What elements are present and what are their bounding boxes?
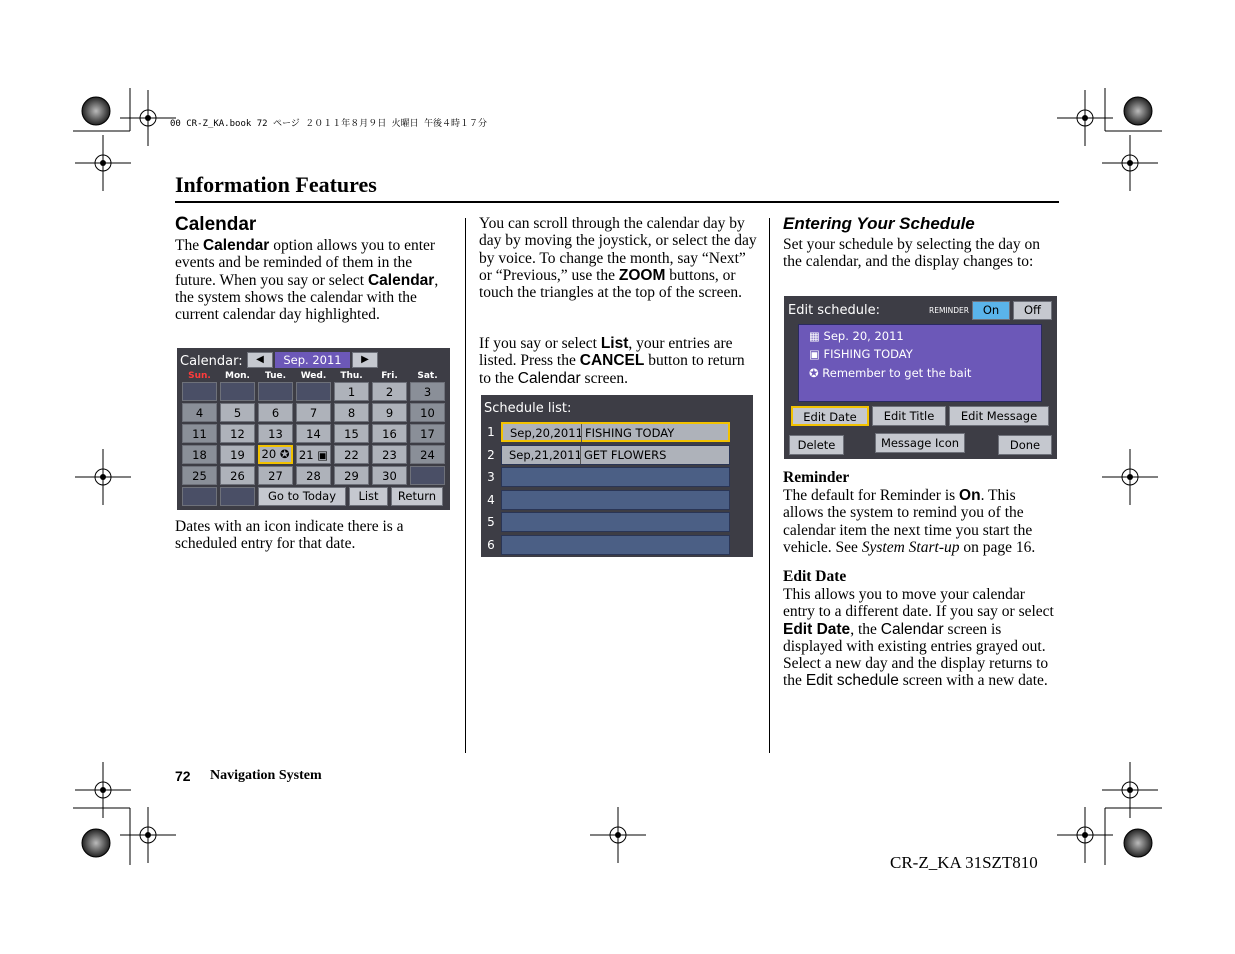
calendar-day-number: 8 [347, 406, 356, 420]
calendar-screen-title: Calendar: [180, 354, 243, 369]
calendar-day-cell[interactable] [334, 466, 369, 485]
calendar-day-cell[interactable] [182, 424, 217, 443]
calendar-day-number: 10 [420, 406, 435, 420]
calendar-day-cell[interactable] [296, 403, 331, 422]
title-icon: ▣ [809, 347, 824, 361]
schedule-row[interactable] [501, 445, 730, 465]
calendar-day-number: 1 [347, 385, 356, 399]
calendar-day-cell[interactable] [296, 445, 331, 464]
row-number: 2 [487, 447, 495, 462]
calendar-cell-empty [410, 466, 445, 485]
calendar-day-number: 21 [298, 448, 314, 462]
calendar-day-cell[interactable] [410, 403, 445, 422]
reminder-on-button[interactable]: On [972, 301, 1010, 320]
message-icon-button[interactable]: Message Icon [875, 433, 965, 453]
calendar-day-number: 25 [192, 469, 207, 483]
done-button[interactable]: Done [998, 435, 1052, 455]
star-icon: ✪ [809, 366, 823, 380]
delete-button[interactable]: Delete [789, 435, 844, 455]
date-line: ▦ Sep. 20, 2011 [809, 329, 904, 343]
row-number: 3 [487, 470, 495, 484]
calendar-day-cell[interactable] [372, 466, 407, 485]
print-header: 00 CR-Z_KA.book 72 ページ ２０１１年８月９日 火曜日 午後４時１７分 [170, 119, 488, 129]
day-header: Sun. [188, 371, 211, 381]
calendar-caption: Dates with an icon indicate there is a scheduled entry for that date. [175, 518, 404, 553]
edit-schedule-screen [784, 296, 1057, 459]
schedule-list-title: Schedule list: [484, 401, 572, 416]
row-number: 5 [487, 515, 495, 529]
page-number: 72 [175, 768, 191, 784]
scheduled-entry-icon: ▣ [313, 448, 329, 462]
schedule-row[interactable] [501, 422, 730, 442]
reminder-label: REMINDER [929, 306, 969, 315]
day-header: Wed. [300, 371, 327, 381]
calendar-day-cell[interactable] [182, 445, 217, 464]
calendar-day-number: 15 [344, 427, 359, 441]
reminder-heading: Reminder [783, 469, 850, 486]
go-to-today-button[interactable]: Go to Today [258, 487, 346, 506]
row-number: 6 [487, 537, 495, 552]
schedule-date: Sep,20,2011 [510, 426, 583, 440]
edit-schedule-title: Edit schedule: [788, 303, 880, 318]
schedule-title: GET FLOWERS [580, 446, 666, 464]
calendar-day-cell[interactable] [410, 382, 445, 401]
title-line: ▣ FISHING TODAY [809, 347, 913, 361]
footer-label: Navigation System [210, 768, 322, 783]
calendar-day-number: 28 [306, 469, 321, 483]
calendar-day-number: 11 [192, 427, 207, 441]
calendar-day-number: 9 [385, 406, 394, 420]
day-header: Sat. [417, 371, 438, 381]
scroll-paragraph: You can scroll through the calendar day by day by moving the joystick, or select the day by voice. To change the month, say “Next” or “Previous,” use the ZOOM buttons, or touch the triangles at the top of the screen. [479, 215, 757, 302]
calendar-day-cell[interactable] [334, 445, 369, 464]
calendar-day-cell[interactable] [372, 403, 407, 422]
calendar-day-cell[interactable] [410, 445, 445, 464]
reminder-paragraph: The default for Reminder is On. This allows the system to remind you of the calendar item the next time you start the vehicle. See System Start-up on page 16. [783, 487, 1036, 556]
reminder-off-button[interactable]: Off [1013, 301, 1052, 320]
entering-schedule-intro: Set your schedule by selecting the day on the calendar, and the display changes to: [783, 236, 1040, 271]
calendar-day-number: 12 [230, 427, 245, 441]
calendar-day-cell[interactable] [334, 403, 369, 422]
calendar-heading: Calendar [175, 214, 257, 235]
calendar-day-cell[interactable] [258, 424, 293, 443]
next-month-button[interactable]: ▶ [352, 352, 378, 368]
calendar-day-number: 22 [344, 448, 359, 462]
calendar-cell-empty [296, 382, 331, 401]
entering-schedule-heading: Entering Your Schedule [783, 214, 975, 233]
day-header: Fri. [381, 371, 398, 381]
calendar-day-cell[interactable] [220, 466, 255, 485]
day-header: Mon. [225, 371, 250, 381]
schedule-row[interactable] [501, 467, 730, 487]
calendar-day-cell[interactable] [372, 445, 407, 464]
calendar-day-cell[interactable] [296, 424, 331, 443]
schedule-date: Sep,21,2011 [509, 447, 582, 462]
schedule-list-screen [481, 395, 753, 557]
edit-date-heading: Edit Date [783, 568, 847, 585]
calendar-day-cell[interactable] [258, 403, 293, 422]
schedule-row[interactable] [501, 512, 730, 532]
calendar-day-cell[interactable] [410, 424, 445, 443]
edit-title-button[interactable]: Edit Title [872, 406, 946, 426]
edit-date-button[interactable]: Edit Date [791, 406, 869, 426]
schedule-details-panel [798, 324, 1042, 402]
calendar-day-cell[interactable] [372, 382, 407, 401]
edit-message-button[interactable]: Edit Message [949, 406, 1049, 426]
calendar-day-number: 4 [195, 406, 204, 420]
document-code: CR-Z_KA 31SZT810 [890, 853, 1038, 872]
calendar-day-number: 6 [271, 406, 280, 420]
calendar-day-cell[interactable] [334, 424, 369, 443]
calendar-day-number: 5 [233, 406, 242, 420]
calendar-day-cell[interactable] [372, 424, 407, 443]
calendar-cell-empty [220, 487, 255, 506]
calendar-day-cell[interactable] [334, 382, 369, 401]
schedule-row[interactable] [501, 490, 730, 510]
prev-month-button[interactable]: ◀ [247, 352, 273, 368]
calendar-day-cell[interactable] [258, 445, 293, 464]
calendar-day-cell[interactable] [220, 403, 255, 422]
calendar-day-number: 18 [192, 448, 207, 462]
calendar-day-cell[interactable] [182, 466, 217, 485]
calendar-day-number: 29 [344, 469, 359, 483]
calendar-day-number: 23 [382, 448, 397, 462]
day-header: Thu. [340, 371, 363, 381]
schedule-row[interactable] [501, 535, 730, 555]
day-header: Tue. [264, 371, 287, 381]
row-number: 4 [487, 492, 495, 507]
calendar-day-cell[interactable] [182, 403, 217, 422]
calendar-day-cell[interactable] [296, 466, 331, 485]
list-button[interactable]: List [349, 487, 388, 506]
return-button[interactable]: Return [391, 487, 443, 506]
column-divider [465, 218, 466, 753]
calendar-day-number: 7 [309, 406, 318, 420]
calendar-day-number: 16 [382, 427, 397, 441]
schedule-title: FISHING TODAY [581, 424, 674, 442]
edit-date-paragraph: This allows you to move your calendar entry to a different date. If you say or select Edit Date, the Calendar screen is displayed with existing entries grayed out. Select a new day and the display returns to the Edit schedule screen with a new date. [783, 586, 1054, 690]
calendar-cell-empty [220, 382, 255, 401]
row-number: 1 [487, 425, 495, 439]
calendar-icon: ▦ [809, 329, 824, 343]
calendar-day-number: 17 [420, 427, 435, 441]
calendar-day-number: 30 [382, 469, 397, 483]
calendar-day-number: 19 [230, 448, 245, 462]
calendar-day-cell[interactable] [220, 424, 255, 443]
calendar-cell-empty [182, 382, 217, 401]
list-paragraph: If you say or select List, your entries are listed. Press the CANCEL button to return to the Calendar screen. [479, 335, 745, 387]
calendar-cell-empty [182, 487, 217, 506]
message-line: ✪ Remember to get the bait [809, 366, 972, 380]
calendar-screen [177, 348, 450, 510]
title-rule [175, 201, 1059, 203]
calendar-day-number: 26 [230, 469, 245, 483]
calendar-day-number: 20 [261, 447, 277, 461]
calendar-day-number: 27 [268, 469, 283, 483]
calendar-cell-empty [258, 382, 293, 401]
column-divider [769, 218, 770, 753]
calendar-day-number: 3 [423, 385, 432, 399]
calendar-day-number: 2 [385, 385, 394, 399]
calendar-day-cell[interactable] [220, 445, 255, 464]
scheduled-entry-icon: ✪ [276, 447, 290, 461]
calendar-day-cell[interactable] [258, 466, 293, 485]
month-label: Sep. 2011 [275, 352, 350, 368]
calendar-paragraph: The Calendar option allows you to enter events and be reminded of them in the future. When you say or select Calendar, the system shows the calendar with the current calendar day highlighted. [175, 237, 439, 324]
calendar-day-number: 24 [420, 448, 435, 462]
calendar-day-number: 13 [268, 427, 283, 441]
calendar-day-number: 14 [306, 427, 321, 441]
section-title: Information Features [175, 172, 377, 197]
